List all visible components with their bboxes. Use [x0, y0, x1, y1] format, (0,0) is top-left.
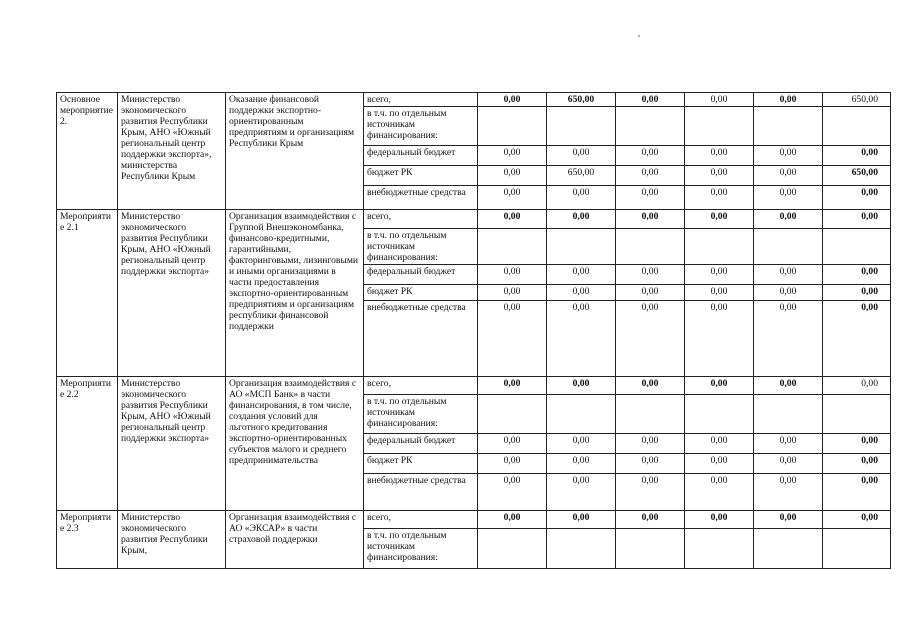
amount-cell	[685, 229, 754, 265]
amount-cell: 0,00	[478, 301, 547, 377]
amount-cell: 650,00	[547, 93, 616, 107]
amount-cell: 0,00	[478, 186, 547, 210]
amount-cell: 0,00	[685, 474, 754, 511]
amount-cell: 0,00	[478, 434, 547, 454]
amount-cell	[754, 107, 823, 146]
content-cell: Организация взаимодействия с АО «ЭКСАР» в части страховой поддержки	[226, 511, 364, 569]
amount-cell: 0,00	[754, 454, 823, 474]
amount-cell: 0,00	[754, 377, 823, 395]
table-row	[57, 93, 891, 107]
amount-cell: 0,00	[478, 474, 547, 511]
funding-source-cell: в т.ч. по отдельным источникам финансирования:	[364, 529, 478, 569]
amount-cell: 0,00	[823, 301, 891, 377]
amount-cell: 0,00	[616, 301, 685, 377]
amount-cell: 0,00	[616, 511, 685, 529]
amount-cell: 650,00	[823, 93, 891, 107]
amount-cell: 0,00	[478, 511, 547, 529]
amount-cell	[478, 529, 547, 569]
amount-cell: 0,00	[823, 285, 891, 301]
amount-cell: 0,00	[754, 93, 823, 107]
amount-cell: 0,00	[478, 265, 547, 285]
amount-cell: 0,00	[685, 166, 754, 186]
amount-cell: 0,00	[478, 377, 547, 395]
amount-cell: 0,00	[547, 146, 616, 166]
amount-cell: 0,00	[685, 301, 754, 377]
amount-cell	[478, 395, 547, 434]
amount-cell	[547, 229, 616, 265]
funding-source-cell: внебюджетные средства	[364, 474, 478, 511]
amount-cell	[754, 395, 823, 434]
amount-cell: 0,00	[823, 511, 891, 529]
amount-cell: 0,00	[547, 454, 616, 474]
amount-cell: 0,00	[754, 511, 823, 529]
amount-cell: 0,00	[616, 474, 685, 511]
event-cell: Основное мероприятие 2.	[57, 93, 118, 210]
amount-cell: 0,00	[616, 166, 685, 186]
amount-cell: 0,00	[616, 186, 685, 210]
event-cell: Мероприятие 2.1	[57, 210, 118, 377]
amount-cell: 0,00	[547, 265, 616, 285]
amount-cell: 0,00	[754, 166, 823, 186]
content-cell: Организация взаимодействия с АО «МСП Банк» в части финансирования, в том числе, создания условий для льготного кредитования экспортно-ориентированных субъектов малого и среднего предпринимательства	[226, 377, 364, 511]
funding-source-cell: федеральный бюджет	[364, 265, 478, 285]
amount-cell: 0,00	[685, 454, 754, 474]
amount-cell: 0,00	[685, 265, 754, 285]
amount-cell: 0,00	[478, 166, 547, 186]
funding-source-cell: федеральный бюджет	[364, 146, 478, 166]
amount-cell	[754, 529, 823, 569]
amount-cell: 0,00	[478, 210, 547, 229]
funding-source-cell: бюджет РК	[364, 285, 478, 301]
table-row	[57, 377, 891, 395]
amount-cell: 0,00	[478, 146, 547, 166]
amount-cell: 650,00	[823, 166, 891, 186]
amount-cell: 0,00	[823, 377, 891, 395]
amount-cell: 0,00	[547, 377, 616, 395]
funding-source-cell: в т.ч. по отдельным источникам финансирования:	[364, 107, 478, 146]
amount-cell: 0,00	[547, 285, 616, 301]
amount-cell: 0,00	[616, 210, 685, 229]
amount-cell: 0,00	[754, 186, 823, 210]
funding-source-cell: внебюджетные средства	[364, 186, 478, 210]
event-cell: Мероприятие 2.3	[57, 511, 118, 569]
amount-cell	[616, 395, 685, 434]
amount-cell: 0,00	[616, 454, 685, 474]
funding-source-cell: всего,	[364, 93, 478, 107]
scan-speck	[638, 35, 640, 37]
funding-source-cell: всего,	[364, 511, 478, 529]
amount-cell	[823, 229, 891, 265]
amount-cell: 0,00	[754, 210, 823, 229]
amount-cell	[754, 229, 823, 265]
amount-cell: 0,00	[754, 301, 823, 377]
amount-cell: 0,00	[754, 146, 823, 166]
amount-cell: 0,00	[685, 377, 754, 395]
amount-cell	[547, 529, 616, 569]
amount-cell: 0,00	[547, 474, 616, 511]
amount-cell: 0,00	[478, 93, 547, 107]
amount-cell: 0,00	[616, 434, 685, 454]
amount-cell	[616, 107, 685, 146]
table-row	[57, 511, 891, 529]
funding-source-cell: федеральный бюджет	[364, 434, 478, 454]
amount-cell: 0,00	[823, 265, 891, 285]
amount-cell	[685, 395, 754, 434]
amount-cell: 0,00	[823, 474, 891, 511]
funding-source-cell: всего,	[364, 210, 478, 229]
amount-cell: 0,00	[823, 434, 891, 454]
amount-cell: 0,00	[685, 93, 754, 107]
amount-cell: 0,00	[685, 511, 754, 529]
amount-cell: 0,00	[478, 285, 547, 301]
amount-cell: 0,00	[685, 186, 754, 210]
funding-source-cell: в т.ч. по отдельным источникам финансирования:	[364, 395, 478, 434]
funding-source-cell: бюджет РК	[364, 166, 478, 186]
executor-cell: Министерство экономического развития Республики Крым, АНО «Южный региональный центр поддержки экспорта»	[118, 377, 226, 511]
amount-cell: 0,00	[823, 454, 891, 474]
amount-cell: 0,00	[685, 210, 754, 229]
funding-source-cell: бюджет РК	[364, 454, 478, 474]
amount-cell: 0,00	[547, 301, 616, 377]
amount-cell: 0,00	[547, 434, 616, 454]
funding-source-cell: в т.ч. по отдельным источникам финансирования:	[364, 229, 478, 265]
amount-cell: 0,00	[685, 146, 754, 166]
amount-cell: 0,00	[685, 434, 754, 454]
event-cell: Мероприятие 2.2	[57, 377, 118, 511]
funding-source-cell: внебюджетные средства	[364, 301, 478, 377]
amount-cell: 0,00	[616, 146, 685, 166]
amount-cell	[616, 529, 685, 569]
amount-cell: 0,00	[823, 186, 891, 210]
table-row	[57, 210, 891, 229]
amount-cell: 0,00	[547, 511, 616, 529]
funding-source-cell: всего,	[364, 377, 478, 395]
content-cell: Организация взаимодействия с Группой Внешэкономбанка, финансово-кредитными, гарантийными, факторинговыми, лизинговыми и иными организациями в части предоставления экспортно-ориентированным предприятиям и организациям республики финансовой поддержки	[226, 210, 364, 377]
amount-cell	[685, 529, 754, 569]
amount-cell	[616, 229, 685, 265]
amount-cell: 0,00	[685, 285, 754, 301]
amount-cell	[547, 107, 616, 146]
amount-cell: 0,00	[616, 285, 685, 301]
amount-cell	[685, 107, 754, 146]
amount-cell: 0,00	[754, 265, 823, 285]
content-cell: Оказание финансовой поддержки экспортно-ориентированным предприятиям и организациям Республики Крым	[226, 93, 364, 210]
amount-cell: 0,00	[616, 377, 685, 395]
amount-cell	[823, 107, 891, 146]
executor-cell: Министерство экономического развития Республики Крым, АНО «Южный региональный центр поддержки экспорта»	[118, 210, 226, 377]
amount-cell	[478, 107, 547, 146]
amount-cell: 0,00	[754, 434, 823, 454]
executor-cell: Министерство экономического развития Республики Крым, АНО «Южный региональный центр поддержки экспорта», министерства Республики Крым	[118, 93, 226, 210]
amount-cell: 0,00	[823, 146, 891, 166]
amount-cell: 0,00	[754, 285, 823, 301]
amount-cell	[547, 395, 616, 434]
amount-cell: 0,00	[616, 265, 685, 285]
financing-table	[56, 92, 891, 569]
amount-cell	[478, 229, 547, 265]
amount-cell: 0,00	[478, 454, 547, 474]
amount-cell: 0,00	[754, 474, 823, 511]
amount-cell: 0,00	[823, 210, 891, 229]
amount-cell	[823, 395, 891, 434]
executor-cell: Министерство экономического развития Республики Крым,	[118, 511, 226, 569]
amount-cell	[823, 529, 891, 569]
amount-cell: 650,00	[547, 166, 616, 186]
amount-cell: 0,00	[547, 210, 616, 229]
amount-cell: 0,00	[547, 186, 616, 210]
amount-cell: 0,00	[616, 93, 685, 107]
